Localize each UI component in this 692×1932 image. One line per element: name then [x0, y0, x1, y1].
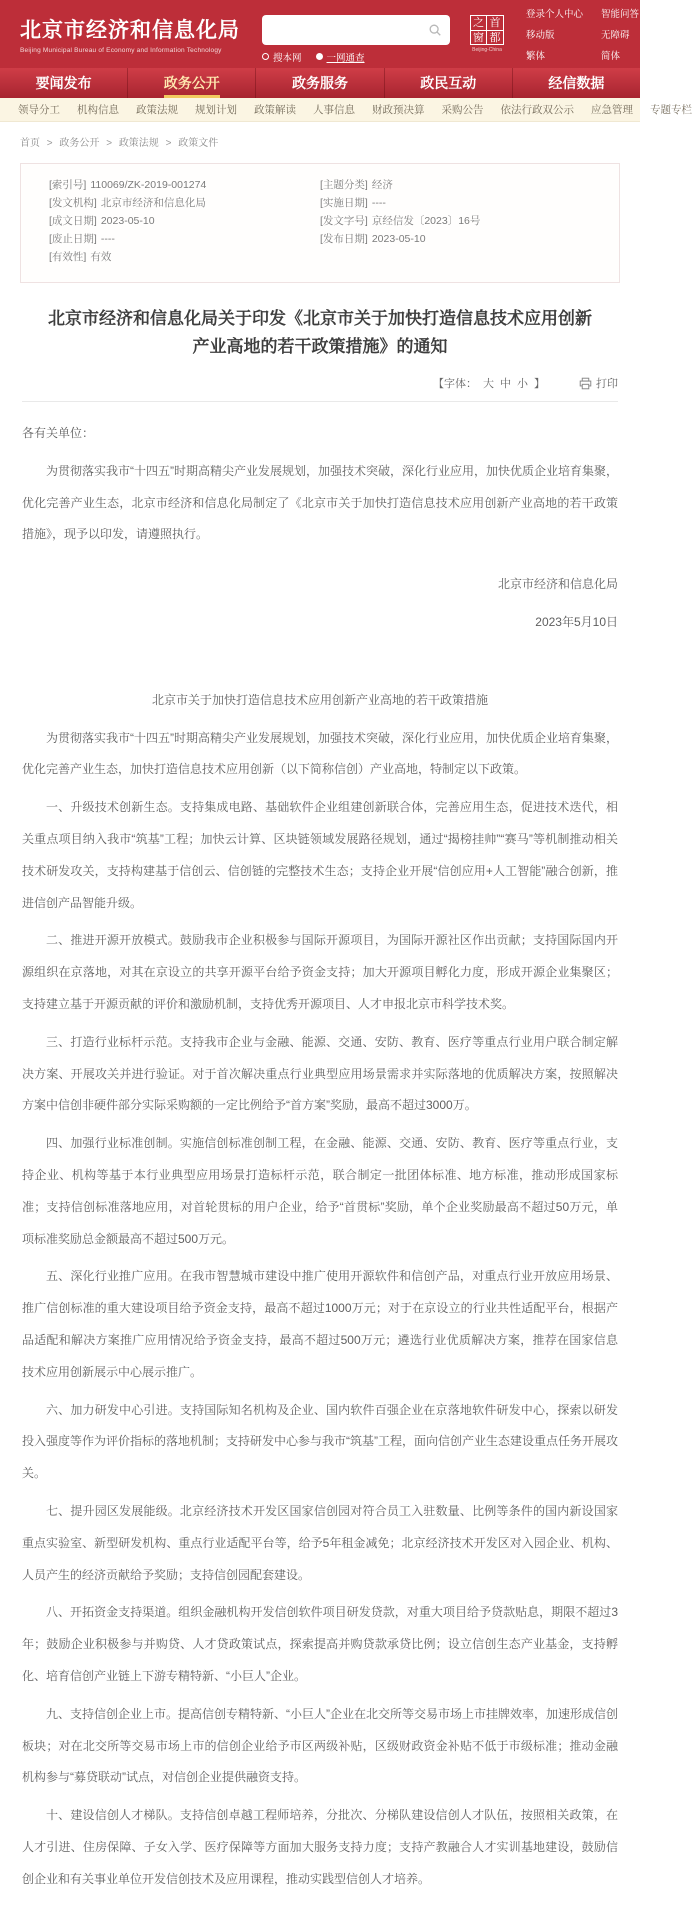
link-traditional-chinese[interactable]: 繁体: [526, 51, 546, 62]
font-size-large-button[interactable]: 大: [483, 378, 494, 391]
radio-search-network-label: 一网通查: [326, 52, 365, 64]
meta-issuing-agency: [49, 194, 320, 212]
meta-value: ----: [371, 197, 386, 209]
beijing-gov-badge[interactable]: [470, 15, 504, 53]
meta-right-column: [320, 176, 591, 266]
font-size-medium-button[interactable]: 中: [500, 378, 511, 391]
meta-value: 经济: [371, 179, 393, 191]
breadcrumb-separator: >: [106, 138, 113, 149]
seal-char: 首: [487, 16, 503, 31]
link-simplified-chinese[interactable]: 简体: [601, 51, 621, 62]
breadcrumb-separator: >: [165, 138, 172, 149]
meta-document-number: [320, 212, 591, 230]
font-size-control: [433, 375, 545, 391]
document-body: [0, 402, 640, 1931]
search-icon[interactable]: [428, 23, 442, 37]
meta-value: 2023-05-10: [371, 233, 426, 245]
print-button[interactable]: [579, 375, 618, 391]
meta-label: [发布日期]: [320, 233, 368, 245]
subnav-policy-interpretation[interactable]: 政策解读: [254, 104, 296, 116]
meta-label: [废止日期]: [49, 233, 97, 245]
meta-date-written: [49, 212, 320, 230]
page-title: 北京市经济和信息化局关于印发《北京市关于加快打造信息技术应用创新产业高地的若干政策措施》的通知: [48, 309, 592, 357]
meta-label: [主题分类]: [320, 179, 368, 191]
measure-paragraph-5: 五、深化行业推广应用。在我市智慧城市建设中推广使用开源软件和信创产品，对重点行业开放应用场景、推广信创标准的重大建设项目给予资金支持，最高不超过1000万元；对于在京设立的行业共性适配平台，根据产品适配和解决方案推广应用情况给予资金支持，最高不超过500万元；遴选行业优质解决方案，推荐在国家信息技术应用创新展示中心展示推广。: [22, 1269, 618, 1379]
main-nav: [0, 68, 640, 98]
subnav-personnel[interactable]: 人事信息: [313, 104, 355, 116]
salutation: 各有关单位：: [22, 426, 95, 441]
tab-economic-data[interactable]: 经信数据: [548, 75, 605, 91]
measure-paragraph-9: 九、支持信创企业上市。提高信创专精特新、“小巨人”企业在北交所等交易市场上市挂牌效率，加速形成信创板块；对在北交所等交易市场上市的信创企业给予市区两级补贴，区级财政资金补贴不低于市级标准；推动金融机构参与“募贷联动”试点，对信创企业提供融资支持。: [22, 1706, 618, 1785]
agency-logo[interactable]: [20, 14, 240, 54]
seal-char: 都: [489, 32, 501, 44]
search-input[interactable]: [270, 24, 428, 36]
breadcrumb-separator: >: [46, 138, 53, 149]
link-smart-qa[interactable]: 智能问答: [601, 9, 640, 20]
intro-paragraph: 为贯彻落实我市“十四五”时期高精尖产业发展规划，加强技术突破，深化行业应用，加快优质企业培育集聚，优化完善产业生态，北京市经济和信息化局制定了《北京市关于加快打造信息技术应用创新产业高地的若干政策措施》，现予以印发，请遵照执行。: [22, 463, 618, 542]
radio-search-site[interactable]: [262, 50, 302, 64]
meta-value: 北京市经济和信息化局: [100, 197, 206, 209]
measure-paragraph-3: 三、打造行业标杆示范。支持我市企业与金融、能源、交通、安防、教育、医疗等重点行业用户联合制定解决方案、开展攻关并进行验证。对于首次解决重点行业典型应用场景需求并实际落地的优质解决方案，按照解决方案中信创非硬件部分实际采购额的一定比例给予“首方案”奖励，最高不超过3000万。: [22, 1034, 618, 1113]
meta-value: 110069/ZK-2019-001274: [90, 179, 207, 191]
link-login-personal-center[interactable]: 登录个人中心: [526, 9, 584, 20]
agency-name: 北京市经济和信息化局: [20, 19, 240, 42]
meta-value: ----: [100, 233, 115, 245]
meta-label: [实施日期]: [320, 197, 368, 209]
tab-government-disclosure[interactable]: 政务公开: [128, 68, 256, 98]
tab-news[interactable]: 要闻发布: [0, 68, 128, 98]
search-box[interactable]: [262, 15, 450, 45]
meta-value: 京经信发〔2023〕16号: [371, 215, 481, 227]
tab-government-services[interactable]: 政务服务: [256, 68, 384, 98]
font-size-label: 【字体：: [433, 378, 477, 391]
link-mobile-version[interactable]: 移动版: [526, 30, 555, 41]
preamble-paragraph: 为贯彻落实我市“十四五”时期高精尖产业发展规划，加强技术突破，深化行业应用，加快优质企业培育集聚，优化完善产业生态，加快打造信息技术应用创新（以下简称信创）产业高地，特制定以下政策。: [22, 730, 618, 777]
subnav-planning[interactable]: 规划计划: [195, 104, 237, 116]
sub-nav: [0, 98, 692, 122]
meta-repeal-date: [49, 230, 320, 248]
meta-value: 2023-05-10: [100, 215, 155, 227]
printer-icon: [579, 377, 592, 390]
agency-name-en: Beijing Municipal Bureau of Economy and Information Technology: [20, 47, 222, 54]
meta-label: [发文字号]: [320, 215, 368, 227]
breadcrumb-current: 政策文件: [178, 138, 219, 149]
meta-label: [有效性]: [49, 251, 87, 263]
document-meta-box: [20, 163, 620, 283]
site-header: [0, 0, 640, 68]
tab-public-interaction[interactable]: 政民互动: [385, 68, 513, 98]
radio-search-network[interactable]: [316, 50, 365, 64]
subnav-emergency-management[interactable]: 应急管理: [591, 104, 633, 116]
measure-paragraph-8: 八、开拓资金支持渠道。组织金融机构开发信创软件项目研发贷款，对重大项目给予贷款贴息，期限不超过3年；鼓励企业积极参与并购贷、人才贷政策试点，探索提高并购贷款承贷比例；设立信创生态产业基金，支持孵化、培育信创产业链上下游专精特新、“小巨人”企业。: [22, 1605, 618, 1683]
print-label: 打印: [596, 378, 618, 391]
capital-window-seal-icon: [470, 15, 504, 45]
document-tools: [22, 375, 618, 402]
breadcrumb-policies[interactable]: 政策法规: [118, 138, 159, 149]
radio-circle-filled-icon: [316, 53, 323, 60]
meta-index-number: [49, 176, 320, 194]
badge-caption: Beijing-China: [472, 47, 502, 53]
subnav-policies-regulations[interactable]: 政策法规: [136, 104, 178, 116]
search-scope-options: [262, 50, 450, 64]
search-block: [262, 15, 450, 64]
subnav-special-topics[interactable]: 专题专栏: [650, 104, 692, 116]
meta-label: [成文日期]: [49, 215, 97, 227]
breadcrumb-gov-disclosure[interactable]: 政务公开: [59, 138, 100, 149]
header-quick-links: [526, 6, 639, 62]
meta-publish-date: [320, 230, 591, 248]
meta-value: 有效: [90, 251, 112, 263]
link-accessibility[interactable]: 无障碍: [601, 30, 630, 41]
measure-paragraph-4: 四、加强行业标准创制。实施信创标准创制工程，在金融、能源、交通、安防、教育、医疗等重点行业，支持企业、机构等基于本行业典型应用场景打造标杆示范，联合制定一批团体标准、地方标准，推动形成国家标准；支持信创标准落地应用，对首轮贯标的用户企业，给予“首贯标”奖励，单个企业奖励最高不超过50万元，单项标准奖励总金额最高不超过500万元。: [22, 1136, 618, 1246]
meta-label: [发文机构]: [49, 197, 97, 209]
breadcrumb-home[interactable]: 首页: [20, 138, 40, 149]
seal-char: 之: [471, 16, 487, 31]
measure-paragraph-6: 六、加力研发中心引进。支持国际知名机构及企业、国内软件百强企业在京落地软件研发中心，探索以研发投入强度等作为评价指标的落地机制；支持研发中心参与我市“筑基”工程，面向信创产业生态建设重点任务开展攻关。: [22, 1402, 618, 1481]
policy-subtitle: 北京市关于加快打造信息技术应用创新产业高地的若干政策措施: [151, 692, 488, 707]
measure-paragraph-10: 十、建设信创人才梯队。支持信创卓越工程师培养，分批次、分梯队建设信创人才队伍，按照相关政策，在人才引进、住房保障、子女入学、医疗保障等方面加大服务支持力度；支持产教融合人才实训基地建设，鼓励信创企业和有关事业单位开发信创技术及应用课程，推动实践型信创人才培养。: [22, 1808, 618, 1886]
meta-effective-date: [320, 194, 591, 212]
meta-validity: [49, 248, 320, 266]
radio-circle-icon: [262, 53, 269, 60]
signature-date: 2023年5月10日: [535, 615, 618, 630]
breadcrumb: [0, 122, 640, 157]
signature-agency: 北京市经济和信息化局: [497, 577, 618, 592]
subnav-leadership[interactable]: 领导分工: [18, 104, 60, 116]
measure-paragraph-7: 七、提升园区发展能级。北京经济技术开发区国家信创园对符合员工入驻数量、比例等条件的国内新设国家重点实验室、新型研发机构、重点行业适配平台等，给予5年租金减免；北京经济技术开发区对入园企业、机构、人员产生的经济贡献给予奖励；支持信创园配套建设。: [22, 1504, 618, 1582]
subnav-administration-disclosure[interactable]: 依法行政双公示: [500, 104, 574, 116]
meta-topic-category: [320, 176, 591, 194]
measure-paragraph-1: 一、升级技术创新生态。支持集成电路、基础软件企业组建创新联合体，完善应用生态，促进技术迭代，相关重点项目纳入我市“筑基”工程；加快云计算、区块链领域发展路径规划，通过“揭榜挂帅”“赛马”等机制推动相关技术研发攻关，支持构建基于信创云、信创链的完整技术生态；支持企业开展“信创应用+人工智能”融合创新，推进信创产品智能升级。: [22, 800, 618, 910]
meta-label: [索引号]: [49, 179, 87, 191]
subnav-procurement[interactable]: 采购公告: [441, 104, 484, 116]
radio-search-site-label: 搜本网: [273, 52, 302, 64]
subnav-fiscal-budget[interactable]: 财政预决算: [372, 104, 425, 116]
measure-paragraph-2: 二、推进开源开放模式。鼓励我市企业积极参与国际开源项目，为国际开源社区作出贡献；支持国际国内开源组织在京落地，对其在京设立的共享开源平台给予资金支持；加大开源项目孵化力度，形成开源企业集聚区；支持建立基于开源贡献的评价和激励机制，支持优秀开源项目、人才申报北京市科学技术奖。: [22, 933, 618, 1012]
subnav-org-info[interactable]: 机构信息: [77, 104, 119, 116]
meta-left-column: [49, 176, 320, 266]
font-size-small-button[interactable]: 小: [517, 378, 528, 391]
seal-char: 窗: [471, 31, 487, 45]
font-size-label-close: 】: [534, 378, 545, 391]
